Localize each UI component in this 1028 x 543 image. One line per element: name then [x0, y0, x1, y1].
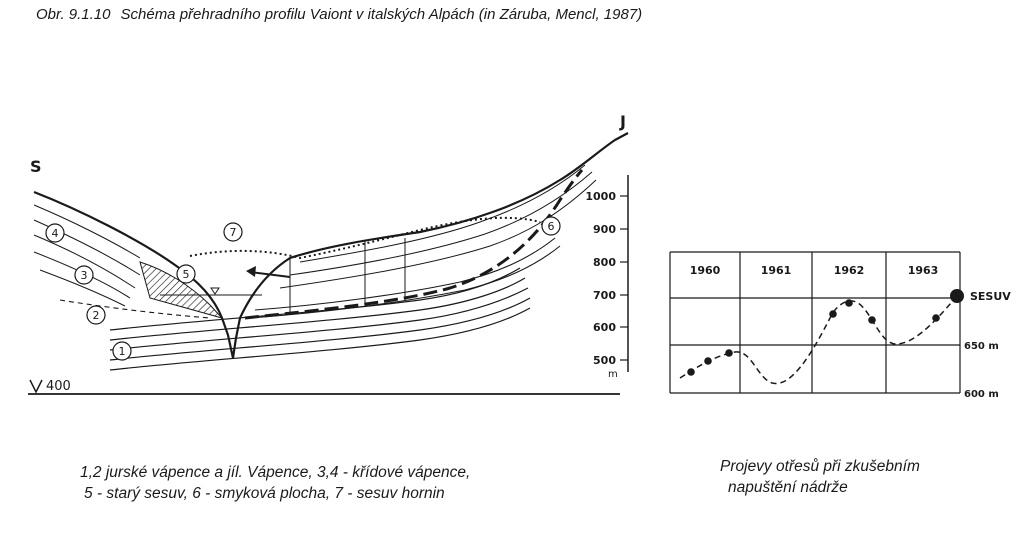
tremor-point — [932, 314, 940, 322]
stratum-1e — [110, 308, 530, 370]
legend-line-2: 5 - starý sesuv, 6 - smyková plocha, 7 - sesuv hornin — [84, 485, 445, 502]
reservoir-chart — [670, 252, 1011, 400]
marker-2-label: 2 — [92, 309, 100, 322]
marker-6-label: 6 — [547, 220, 555, 233]
scale-label-800: 800 — [593, 256, 616, 269]
ground-surface — [34, 133, 628, 358]
profile-legend — [80, 462, 470, 504]
chart-caption-line-1: Projevy otřesů při zkušebním — [720, 458, 920, 475]
chart-caption-line-2: napuštění nádrže — [728, 479, 848, 496]
year-label-1962: 1962 — [833, 264, 865, 277]
marker-3-label: 3 — [80, 269, 88, 282]
elevation-scale — [585, 175, 628, 380]
marker-4-label: 4 — [51, 227, 59, 240]
arrow-head — [246, 266, 256, 277]
scale-label-500: 500 — [593, 354, 616, 367]
level-label-600: 600 m — [964, 389, 999, 400]
base-level-marker — [30, 380, 42, 392]
figure-title: Schéma přehradního profilu Vaiont v italských Alpách (in Záruba, Mencl, 1987) — [120, 6, 643, 23]
marker-7-label: 7 — [229, 226, 237, 239]
tremor-point — [704, 357, 712, 365]
slip-surface-6 — [245, 170, 582, 318]
tremor-point — [868, 316, 876, 324]
legend-line-1: 1,2 jurské vápence a jíl. Vápence, 3,4 - křídové vápence, — [80, 464, 471, 481]
scale-label-1000: 1000 — [585, 190, 616, 203]
tremor-point — [829, 310, 837, 318]
year-label-1961: 1961 — [760, 264, 792, 277]
water-marker — [211, 288, 219, 294]
tremor-point — [725, 349, 733, 357]
figure-number: Obr. 9.1.10 — [36, 6, 111, 23]
chart-caption — [720, 456, 920, 498]
landslide-point — [950, 289, 964, 303]
scale-label-600: 600 — [593, 321, 616, 334]
tremor-point — [687, 368, 695, 376]
side-label-right: J — [620, 112, 626, 131]
reservoir-level-curve — [680, 296, 957, 384]
base-level-label: 400 — [46, 379, 71, 394]
year-label-1960: 1960 — [689, 264, 721, 277]
marker-5-label: 5 — [182, 268, 190, 281]
scale-label-700: 700 — [593, 289, 616, 302]
tremor-point — [845, 299, 853, 307]
scale-label-900: 900 — [593, 223, 616, 236]
scale-unit: m — [608, 369, 618, 380]
level-label-650: 650 m — [964, 341, 999, 352]
marker-1-label: 1 — [118, 345, 126, 358]
sesuv-label: SESUV — [970, 290, 1011, 303]
year-label-1963: 1963 — [907, 264, 939, 277]
side-label-left: S — [30, 157, 42, 176]
